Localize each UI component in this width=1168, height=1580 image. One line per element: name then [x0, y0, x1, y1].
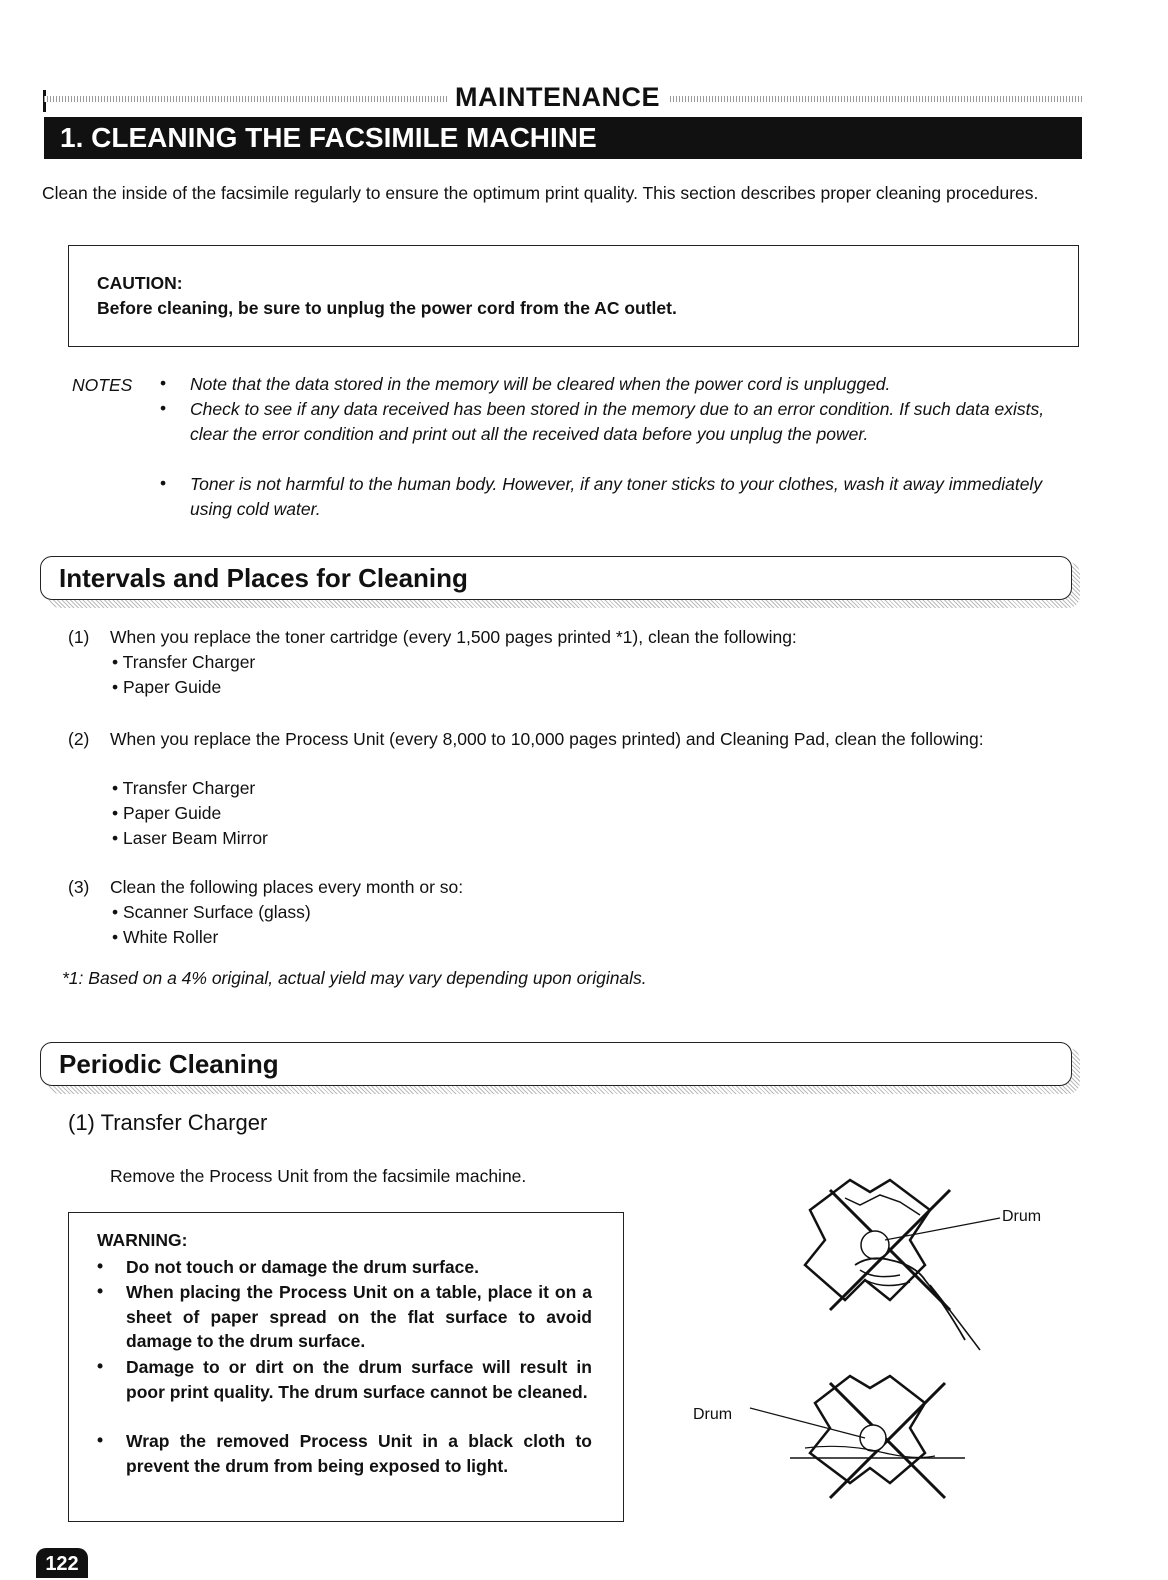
- section-title: 1. CLEANING THE FACSIMILE MACHINE: [44, 117, 1082, 159]
- interval-bullet: • Paper Guide: [112, 677, 222, 697]
- note-item: Toner is not harmful to the human body. However, if any toner sticks to your clothes, wash it away immediately using cold water.: [190, 474, 1043, 519]
- interval-number: (3): [68, 877, 90, 897]
- interval-number: (1): [68, 627, 90, 647]
- warning-title: WARNING:: [97, 1230, 188, 1250]
- instruction-text: Remove the Process Unit from the facsimile machine.: [110, 1166, 527, 1186]
- notes-label: NOTES: [72, 375, 133, 395]
- note-bullet: •: [160, 398, 167, 418]
- interval-text: When you replace the Process Unit (every 8,000 to 10,000 pages printed) and Cleaning Pad, clean the following:: [110, 729, 984, 749]
- warning-item: Do not touch or damage the drum surface.: [126, 1257, 479, 1277]
- interval-bullet: • Paper Guide: [112, 803, 222, 823]
- interval-bullet: • Laser Beam Mirror: [112, 828, 268, 848]
- header-rule-left: [44, 96, 449, 102]
- warning-bullet: •: [97, 1356, 104, 1376]
- drum-label-bottom: Drum: [693, 1406, 733, 1423]
- drum-table-illustration: [745, 1368, 975, 1513]
- intro-paragraph: Clean the inside of the facsimile regularly to ensure the optimum print quality. This section describes proper cleaning procedures.: [42, 183, 1039, 203]
- step-title: (1) Transfer Charger: [68, 1110, 268, 1135]
- note-bullet: •: [160, 473, 167, 493]
- drum-touch-illustration: [790, 1170, 1010, 1355]
- note-item: Check to see if any data received has been stored in the memory due to an error condition. If such data exists, clear the error condition and print out all the received data before you unplug the power.: [190, 399, 1045, 444]
- warning-item: When placing the Process Unit on a table, place it on a sheet of paper spread on the flat surface to avoid damage to the drum surface.: [126, 1282, 592, 1351]
- caution-title: CAUTION:: [97, 273, 183, 293]
- warning-bullet: •: [97, 1256, 104, 1276]
- interval-bullet: • Transfer Charger: [112, 778, 256, 798]
- interval-text: When you replace the toner cartridge (every 1,500 pages printed *1), clean the following:: [110, 627, 797, 647]
- interval-text: Clean the following places every month or so:: [110, 877, 464, 897]
- page-number: 122: [36, 1548, 88, 1578]
- drum-label-top: Drum: [1002, 1208, 1042, 1225]
- warning-bullet: •: [97, 1281, 104, 1301]
- warning-bullet: •: [97, 1430, 104, 1450]
- caution-text: Before cleaning, be sure to unplug the power cord from the AC outlet.: [97, 298, 677, 318]
- intervals-heading: Intervals and Places for Cleaning: [40, 556, 1072, 600]
- interval-bullet: • White Roller: [112, 927, 219, 947]
- interval-bullet: • Scanner Surface (glass): [112, 902, 311, 922]
- caution-box: [68, 245, 1079, 347]
- note-bullet: •: [160, 373, 167, 393]
- periodic-heading: Periodic Cleaning: [40, 1042, 1072, 1086]
- interval-number: (2): [68, 729, 90, 749]
- page-header-title: MAINTENANCE: [455, 82, 660, 112]
- warning-item: Wrap the removed Process Unit in a black cloth to prevent the drum from being exposed to light.: [126, 1431, 592, 1476]
- warning-item: Damage to or dirt on the drum surface will result in poor print quality. The drum surface cannot be cleaned.: [126, 1357, 592, 1402]
- note-item: Note that the data stored in the memory will be cleared when the power cord is unplugged.: [190, 374, 891, 394]
- header-rule-right: [670, 96, 1082, 102]
- footnote: *1: Based on a 4% original, actual yield may vary depending upon originals.: [62, 968, 647, 988]
- interval-bullet: • Transfer Charger: [112, 652, 256, 672]
